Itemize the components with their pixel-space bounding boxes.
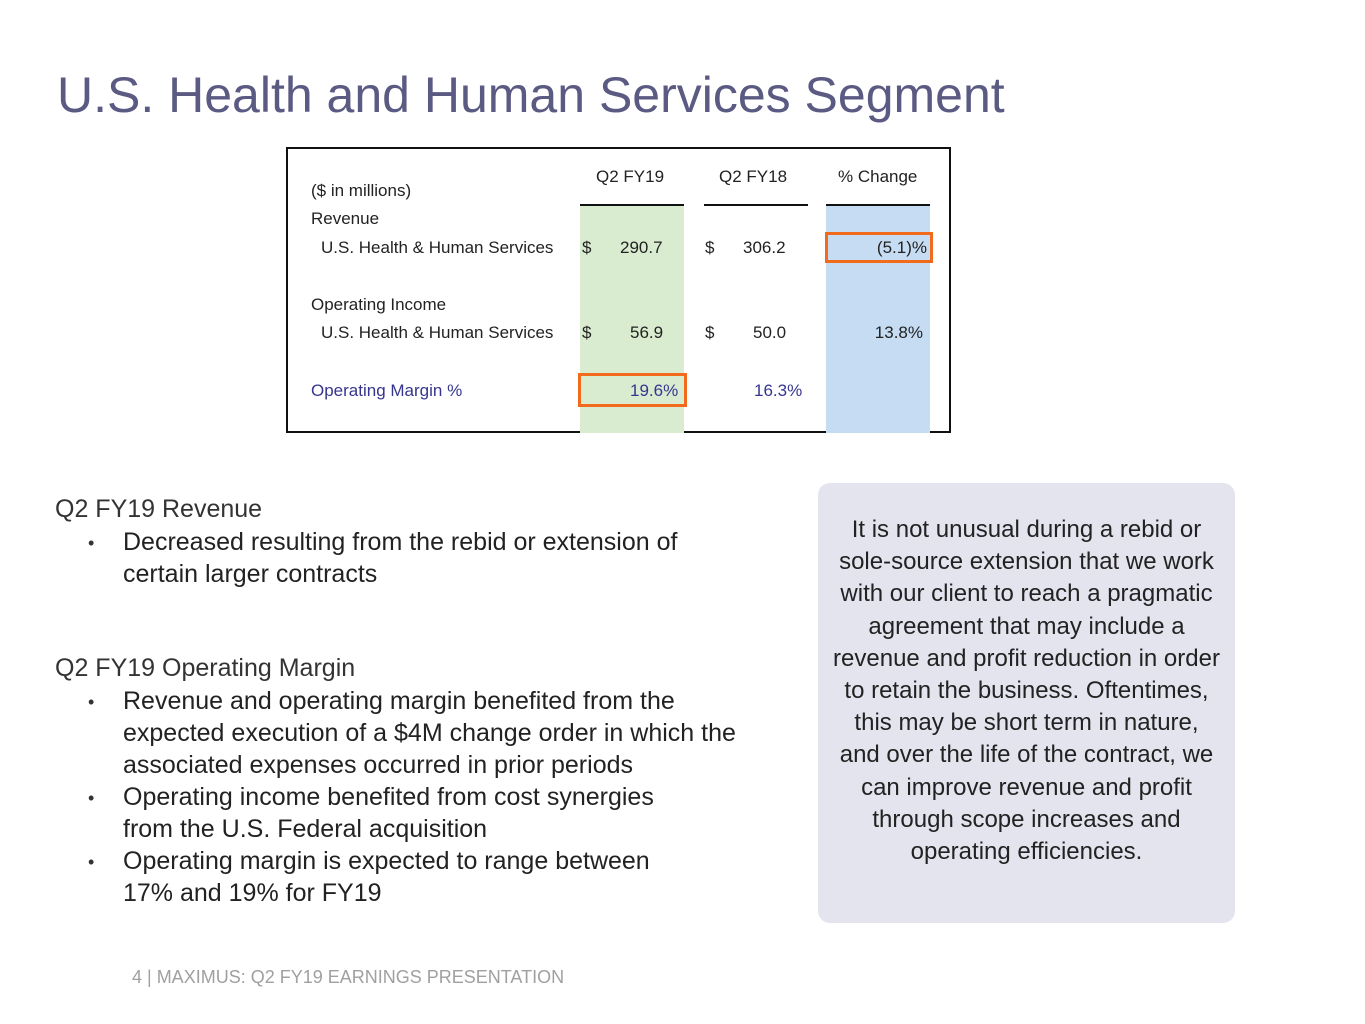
financial-table (286, 147, 951, 433)
currency: $ (705, 238, 715, 257)
callout-text: It is not unusual during a rebid or sole-source extension that we work with our client to reach a pragmatic agreement that may include a revenue and profit reduction in order to retain the business. Oftentimes, this may be short term in nature, and over the life of the contract, we can improve revenue and profit through scope increases and operating efficiencies. (833, 516, 1220, 866)
operating-income-label: Operating Income (311, 295, 447, 314)
header-underline (580, 204, 684, 206)
bullet-icon: • (88, 533, 95, 553)
bullet-text: Decreased resulting from the rebid or extension of certain larger contracts (123, 528, 678, 588)
cell-fy19: 290.7 (620, 238, 663, 257)
header-underline (826, 204, 930, 206)
bullet-icon: • (88, 692, 95, 712)
cell-change: (5.1)% (876, 238, 927, 257)
header-underline (704, 204, 808, 206)
row-label: U.S. Health & Human Services (321, 238, 554, 257)
bullet-text: Revenue and operating margin benefited from the expected execution of a $4M change order in which the associated expenses occurred in prior periods (123, 687, 736, 779)
highlight-box (578, 373, 687, 407)
cell-change: 13.8% (874, 323, 923, 342)
section-heading: Q2 FY19 Operating Margin (55, 654, 356, 682)
bullet-text: Operating margin is expected to range between 17% and 19% for FY19 (123, 847, 650, 907)
units-label: ($ in millions) (311, 181, 412, 200)
currency: $ (582, 238, 592, 257)
column-header: Q2 FY19 (596, 167, 665, 186)
cell-fy19: 19.6% (630, 381, 679, 400)
bullet-icon: • (88, 852, 95, 872)
page-title: U.S. Health and Human Services Segment (57, 67, 1005, 123)
callout-box (818, 483, 1235, 923)
cell-fy18: 306.2 (743, 238, 786, 257)
highlight-box (825, 232, 933, 263)
revenue-label: Revenue (311, 209, 380, 228)
margin-label: Operating Margin % (311, 381, 463, 400)
bullet-text: Operating income benefited from cost synergies from the U.S. Federal acquisition (123, 783, 654, 843)
bullet-icon: • (88, 788, 95, 808)
currency: $ (705, 323, 715, 342)
cell-fy18: 50.0 (753, 323, 787, 342)
column-header: Q2 FY18 (719, 167, 788, 186)
footer: 4 | MAXIMUS: Q2 FY19 EARNINGS PRESENTATION (132, 967, 565, 987)
row-label: U.S. Health & Human Services (321, 323, 554, 342)
cell-fy19: 56.9 (630, 323, 664, 342)
cell-fy18: 16.3% (754, 381, 803, 400)
column-header: % Change (838, 167, 918, 186)
section-heading: Q2 FY19 Revenue (55, 495, 263, 523)
currency: $ (582, 323, 592, 342)
